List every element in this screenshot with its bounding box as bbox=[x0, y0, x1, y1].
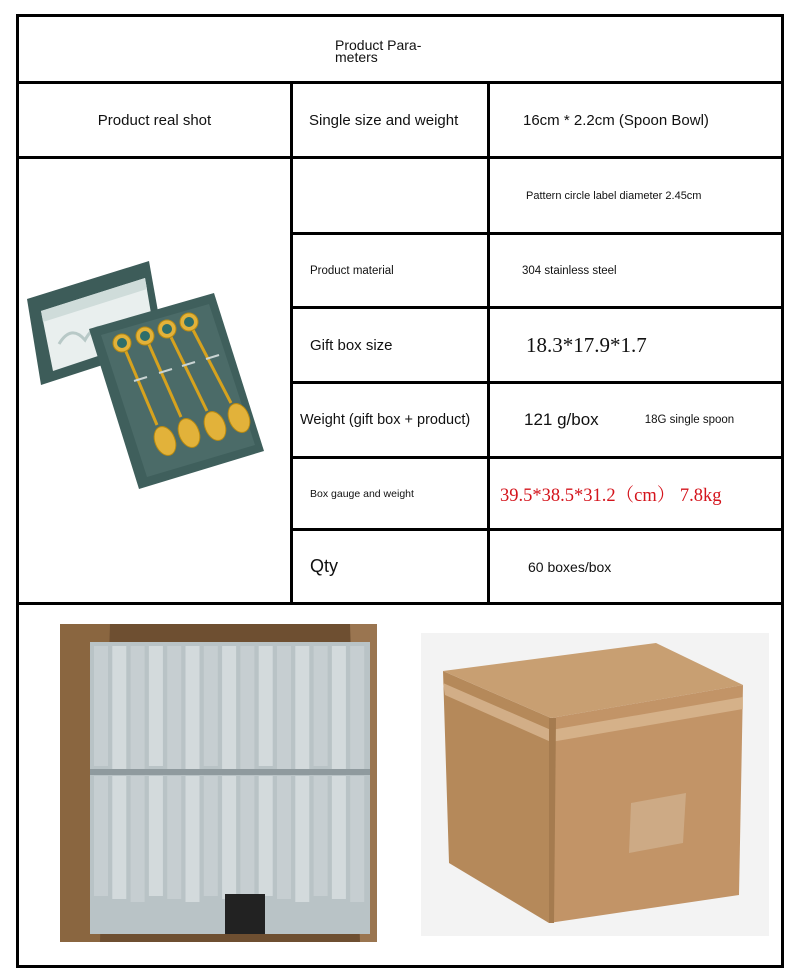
box-gauge-value: 39.5*38.5*31.2（cm） 7.8kg bbox=[500, 485, 722, 506]
box-gauge-label-cell bbox=[290, 456, 490, 531]
single-size-label-cell bbox=[290, 81, 490, 159]
gift-box-column bbox=[277, 646, 291, 769]
real-shot-label: Product real shot bbox=[97, 111, 212, 129]
weight-label-cell bbox=[290, 381, 490, 459]
gift-box-column bbox=[314, 776, 328, 896]
qty-value: 60 boxes/box bbox=[528, 558, 612, 575]
pattern-value: Pattern circle label diameter 2.45cm bbox=[526, 189, 702, 202]
real-shot-label-cell bbox=[16, 81, 293, 159]
stacked-boxes-image bbox=[60, 624, 377, 942]
gift-box-column bbox=[204, 776, 218, 896]
page-title-line1: Product Para- bbox=[335, 37, 422, 53]
gift-box-column bbox=[131, 646, 145, 772]
material-value-cell bbox=[487, 232, 784, 309]
gift-box-column bbox=[332, 776, 346, 899]
qty-value-cell bbox=[487, 528, 784, 605]
gift-box-column bbox=[167, 776, 181, 899]
pattern-label-cell bbox=[290, 156, 490, 235]
gift-box-column bbox=[131, 776, 145, 902]
qty-label: Qty bbox=[310, 556, 339, 576]
gift-box-column bbox=[259, 646, 273, 766]
real-shot-image-cell bbox=[16, 156, 293, 605]
shipping-carton-photo bbox=[421, 633, 769, 936]
gift-box-column bbox=[240, 646, 254, 772]
gift-box-column bbox=[94, 646, 108, 766]
gift-box-column bbox=[222, 776, 236, 899]
weight-label: Weight (gift box + product) bbox=[300, 412, 471, 428]
gift-box-column bbox=[240, 776, 254, 902]
gift-box-column bbox=[277, 776, 291, 899]
gift-box-value: 18.3*17.9*1.7 bbox=[526, 332, 647, 357]
gift-box-column bbox=[112, 646, 126, 769]
pattern-value-cell bbox=[487, 156, 784, 235]
weight-value-cell bbox=[487, 381, 784, 459]
qty-label-cell bbox=[290, 528, 490, 605]
weight-note: 18G single spoon bbox=[644, 414, 735, 426]
gift-box-column bbox=[222, 646, 236, 769]
weight-value: 121 g/box bbox=[524, 410, 599, 429]
gift-box-column bbox=[186, 646, 200, 772]
page-title-line2: meters bbox=[335, 49, 378, 65]
table-header bbox=[16, 14, 784, 84]
carton-box-image bbox=[421, 633, 769, 936]
single-size-label: Single size and weight bbox=[309, 111, 459, 129]
single-size-value: 16cm * 2.2cm (Spoon Bowl) bbox=[523, 112, 709, 129]
gift-box-column bbox=[295, 646, 309, 772]
spoon-gift-box-photo bbox=[19, 159, 290, 602]
gift-box-column bbox=[332, 646, 346, 769]
boxes-in-carton-photo bbox=[60, 624, 377, 942]
gift-box-column bbox=[112, 776, 126, 899]
gift-box-column bbox=[295, 776, 309, 902]
gift-box-value-cell bbox=[487, 306, 784, 384]
material-label: Product material bbox=[310, 264, 394, 277]
gift-box-column bbox=[94, 776, 108, 896]
gift-box-column bbox=[167, 646, 181, 769]
gift-box-column bbox=[350, 646, 364, 772]
gift-box-column bbox=[149, 776, 163, 896]
box-gauge-label: Box gauge and weight bbox=[310, 487, 414, 500]
gift-box-column bbox=[350, 776, 364, 902]
gift-box-label: Gift box size bbox=[310, 336, 393, 354]
box-gauge-value-cell bbox=[487, 456, 784, 531]
gift-box-column bbox=[186, 776, 200, 902]
single-size-value-cell bbox=[487, 81, 784, 159]
gift-box-column bbox=[314, 646, 328, 766]
gift-box-column bbox=[204, 646, 218, 766]
material-value: 304 stainless steel bbox=[522, 264, 617, 277]
gift-box-column bbox=[259, 776, 273, 896]
material-label-cell bbox=[290, 232, 490, 309]
gift-box-label-cell bbox=[290, 306, 490, 384]
gift-box-column bbox=[149, 646, 163, 766]
